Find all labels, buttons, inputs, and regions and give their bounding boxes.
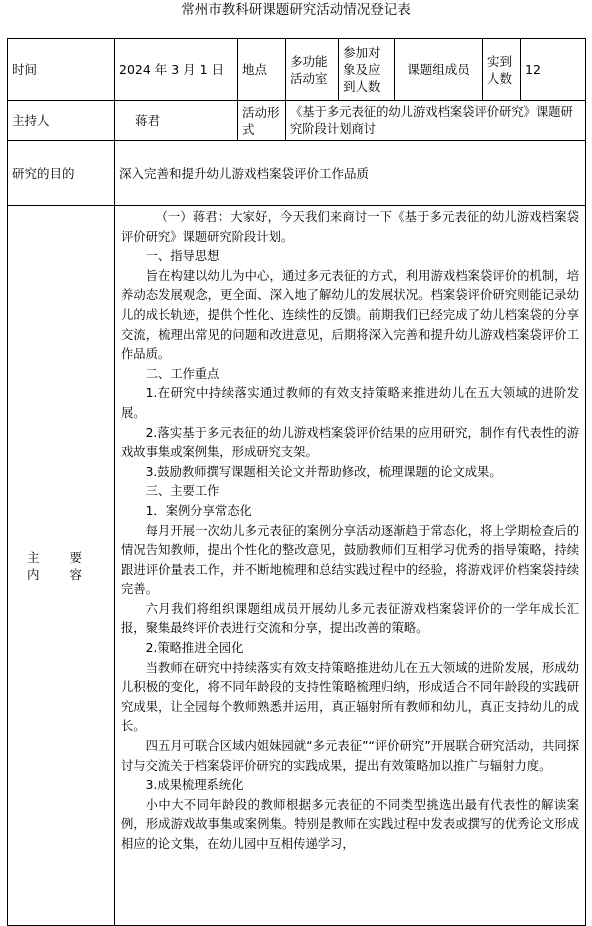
actual-label: 实到人数 xyxy=(483,39,521,101)
content-label: 主 要 内 容 xyxy=(8,206,115,926)
content-body xyxy=(115,206,586,926)
content-paragraph: 3.鼓励教师撰写课题相关论文并帮助修改，梳理课题的论文成果。 xyxy=(145,464,502,479)
registration-table xyxy=(7,38,586,926)
content-paragraph: 每月开展一次幼儿多元表征的案例分享活动逐渐趋于常态化，将上学期检查后的情况告知教师，提出个性化的整改意见，鼓励教师们互相学习优秀的指导策略，持续跟进评价量表工作，并不断地梳理和总结实践过程中的经验，将游戏评价档案袋持续完善。 xyxy=(121,523,579,597)
content-heading: 二、工作重点 xyxy=(145,366,220,381)
attendees-value: 课题组成员 xyxy=(395,39,483,101)
place-label: 地点 xyxy=(238,39,286,101)
content-paragraph: 四五月可联合区域内姐妹园就“多元表征”“评价研究”开展联合研究活动，共同探讨与交流关于档案袋评价研究的实践成果，提出有效策略加以推广与辐射力度。 xyxy=(121,739,579,773)
time-label: 时间 xyxy=(8,39,115,101)
purpose-value: 深入完善和提升幼儿游戏档案袋评价工作品质 xyxy=(115,141,586,206)
form-label: 活动形式 xyxy=(238,101,286,141)
content-heading: 1．案例分享常态化 xyxy=(145,503,252,518)
content-paragraph: （一）蒋君：大家好，今天我们来商讨一下《基于多元表征的幼儿游戏档案袋评价研究》课题研究阶段计划。 xyxy=(121,210,579,244)
content-heading: 三、主要工作 xyxy=(145,484,220,499)
attendees-label: 参加对象及应到人数 xyxy=(339,39,395,101)
row-host xyxy=(8,101,586,141)
content-paragraph: 六月我们将组织课题组成员开展幼儿多元表征游戏档案袋评价的一学年成长汇报，聚集最终评价表进行交流和分享，提出改善的策略。 xyxy=(121,601,579,636)
content-paragraph: 旨在构建以幼儿为中心，通过多元表征的方式，利用游戏档案袋评价的机制，培养动态发展观念，更全面、深入地了解幼儿的发展状况。档案袋评价研究则能记录幼儿的成长轨迹，提供个性化、连续性的反馈。前期我们已经完成了幼儿档案袋的分享交流，梳理出常见的问题和改进意见，后期将深入完善和提升幼儿游戏档案袋评价工作品质。 xyxy=(121,268,579,362)
form-title: 常州市教科研课题研究活动情况登记表 xyxy=(181,2,411,18)
row-purpose xyxy=(8,141,586,206)
host-label: 主持人 xyxy=(8,101,115,141)
place-value: 多功能活动室 xyxy=(286,39,339,101)
content-heading: 一、指导思想 xyxy=(145,249,220,264)
content-heading: 3.成果梳理系统化 xyxy=(145,778,244,793)
host-value: 蒋君 xyxy=(115,101,238,141)
content-heading: 2.策略推进全园化 xyxy=(145,641,244,656)
content-paragraph: 小中大不同年龄段的教师根据多元表征的不同类型挑选出最有代表性的解读案例，形成游戏故事集或案例集。特别是教师在实践过程中发表或撰写的优秀论文形成相应的论文集，在幼儿园中互相传递学习， xyxy=(121,797,579,851)
date-value: 2024 年 3 月 1 日 xyxy=(115,39,238,101)
content-paragraph: 1.在研究中持续落实通过教师的有效支持策略来推进幼儿在五大领域的进阶发展。 xyxy=(121,386,579,420)
row-time xyxy=(8,39,586,101)
purpose-label: 研究的目的 xyxy=(8,141,115,206)
content-paragraph: 2.落实基于多元表征的幼儿游戏档案袋评价结果的应用研究，制作有代表性的游戏故事集或案例集，形成研究支架。 xyxy=(121,425,579,460)
actual-value: 12 xyxy=(521,39,586,101)
form-value: 《基于多元表征的幼儿游戏档案袋评价研究》课题研究阶段计划商讨 xyxy=(286,101,586,141)
row-content xyxy=(8,206,586,926)
content-paragraph: 当教师在研究中持续落实有效支持策略推进幼儿在五大领域的进阶发展，形成幼儿积极的变化，将不同年龄段的支持性策略梳理归纳，形成适合不同年龄段的实践研究成果，让全园每个教师熟悉并运用，真正辐射所有教师和幼儿，真正支持幼儿的成长。 xyxy=(121,660,579,734)
